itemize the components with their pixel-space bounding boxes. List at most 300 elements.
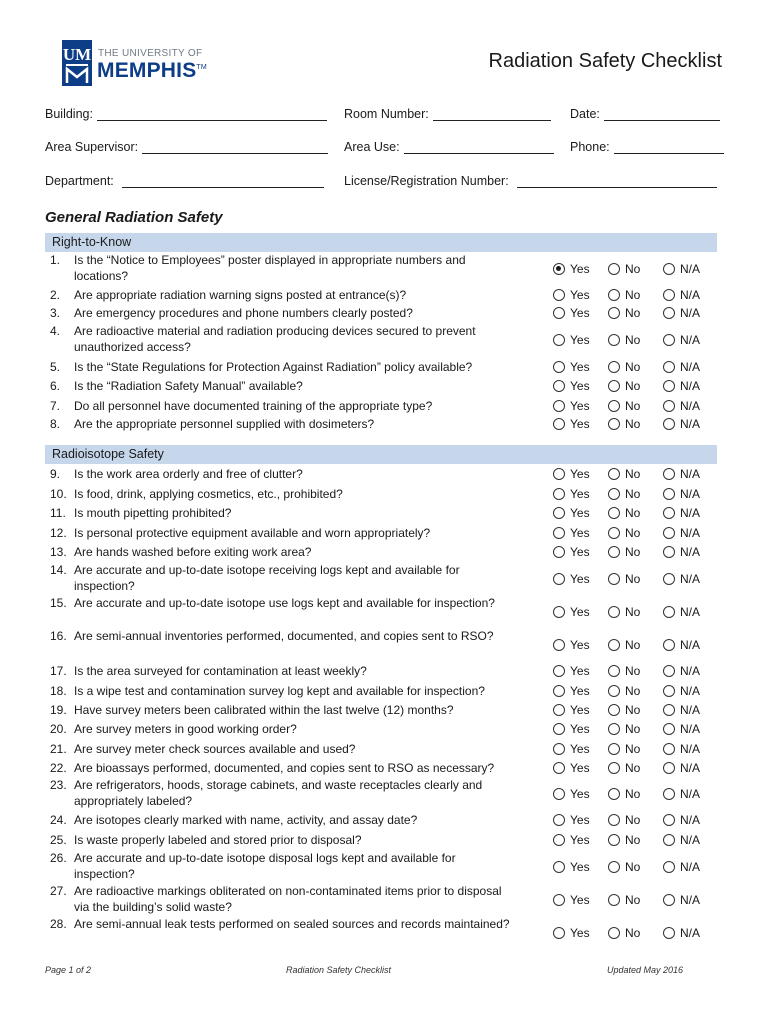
radio-button-icon[interactable] [663, 894, 675, 906]
radio-button-icon[interactable] [608, 814, 620, 826]
department-label: Department: [45, 174, 114, 188]
question-text: Are appropriate radiation warning signs posted at entrance(s)? [74, 288, 407, 302]
option-no[interactable] [608, 398, 663, 414]
option-na[interactable] [663, 741, 718, 757]
question-number: 10. [50, 487, 67, 501]
date-field[interactable] [570, 107, 720, 121]
logo-memphis-text: MEMPHIS [97, 59, 197, 82]
option-na[interactable] [663, 486, 718, 502]
option-yes[interactable] [553, 287, 608, 303]
option-no[interactable] [608, 525, 663, 541]
option-label: No [625, 332, 641, 347]
option-na[interactable] [663, 398, 718, 414]
option-label: N/A [680, 859, 701, 874]
license-label: License/Registration Number: [344, 174, 509, 188]
option-no[interactable] [608, 378, 663, 394]
question-number: 28. [50, 917, 67, 931]
radio-button-icon[interactable] [608, 263, 620, 275]
radio-button-icon[interactable] [553, 685, 565, 697]
option-label: N/A [680, 332, 701, 347]
radio-button-icon[interactable] [663, 927, 675, 939]
radio-button-icon[interactable] [553, 665, 565, 677]
option-no[interactable] [608, 925, 663, 941]
option-label: No [625, 684, 641, 698]
option-no[interactable] [608, 604, 663, 620]
option-yes[interactable] [553, 416, 608, 432]
radio-button-icon[interactable] [663, 814, 675, 826]
option-label: N/A [680, 684, 701, 698]
option-yes[interactable] [553, 859, 608, 875]
option-label: Yes [570, 306, 590, 320]
radio-button-icon[interactable] [553, 762, 565, 774]
question-text: Do all personnel have documented training of the appropriate type? [74, 399, 433, 413]
radio-button-icon[interactable] [608, 762, 620, 774]
question-number: 20. [50, 722, 67, 736]
checklist-question [50, 916, 718, 949]
phone-field[interactable] [570, 140, 724, 154]
radio-button-icon[interactable] [663, 334, 675, 346]
checklist-question [50, 287, 718, 303]
area-supervisor-field[interactable] [45, 140, 328, 154]
option-label: N/A [680, 261, 701, 276]
radio-button-icon[interactable] [553, 289, 565, 301]
license-input-line[interactable] [517, 174, 717, 188]
radio-button-icon[interactable] [608, 861, 620, 873]
option-no[interactable] [608, 663, 663, 679]
question-number: 3. [50, 306, 61, 320]
checklist-question [50, 359, 718, 375]
option-na[interactable] [663, 604, 718, 620]
option-no[interactable] [608, 683, 663, 699]
option-na[interactable] [663, 544, 718, 560]
option-label: N/A [680, 379, 701, 393]
option-na[interactable] [663, 505, 718, 521]
option-label: N/A [680, 360, 701, 374]
option-label: No [625, 859, 641, 874]
radio-button-icon[interactable] [663, 573, 675, 585]
option-label: Yes [570, 742, 590, 756]
option-no[interactable] [608, 637, 663, 653]
radio-button-icon[interactable] [663, 685, 675, 697]
question-number: 18. [50, 684, 67, 698]
option-na[interactable] [663, 416, 718, 432]
radio-button-icon[interactable] [663, 418, 675, 430]
option-yes[interactable] [553, 892, 608, 908]
building-input-line[interactable] [97, 107, 327, 121]
option-na[interactable] [663, 359, 718, 375]
license-field[interactable] [344, 174, 717, 188]
answer-options [553, 628, 718, 661]
radio-button-icon[interactable] [663, 507, 675, 519]
option-na[interactable] [663, 261, 718, 277]
radio-button-icon[interactable] [553, 507, 565, 519]
option-no[interactable] [608, 332, 663, 348]
option-yes[interactable] [553, 812, 608, 828]
option-label: N/A [680, 399, 701, 413]
option-no[interactable] [608, 859, 663, 875]
date-input-line[interactable] [604, 107, 720, 121]
option-no[interactable] [608, 261, 663, 277]
radio-button-icon[interactable] [553, 380, 565, 392]
question-number: 26. [50, 851, 67, 865]
option-yes[interactable] [553, 486, 608, 502]
radio-button-icon[interactable] [553, 263, 565, 275]
radio-button-icon[interactable] [608, 400, 620, 412]
option-yes[interactable] [553, 683, 608, 699]
question-number: 8. [50, 417, 61, 431]
radio-button-icon[interactable] [663, 723, 675, 735]
option-label: Yes [570, 703, 590, 717]
option-yes[interactable] [553, 466, 608, 482]
radio-button-icon[interactable] [608, 927, 620, 939]
option-label: N/A [680, 526, 701, 540]
answer-options [553, 305, 718, 321]
option-label: N/A [680, 604, 701, 619]
radio-button-icon[interactable] [553, 334, 565, 346]
question-text: Have survey meters been calibrated within the last twelve (12) months? [74, 703, 454, 717]
radio-button-icon[interactable] [553, 723, 565, 735]
radio-button-icon[interactable] [553, 861, 565, 873]
checklist-question [50, 883, 718, 916]
question-number: 11. [50, 506, 66, 520]
radio-button-icon[interactable] [663, 743, 675, 755]
question-text: Are radioactive material and radiation producing devices secured to prevent unauthorized access? [74, 324, 476, 354]
option-na[interactable] [663, 305, 718, 321]
answer-options [553, 544, 718, 560]
radio-button-icon[interactable] [608, 507, 620, 519]
checklist-question [50, 850, 718, 883]
option-label: No [625, 288, 641, 302]
option-na[interactable] [663, 702, 718, 718]
option-label: No [625, 703, 641, 717]
checklist-question [50, 544, 718, 560]
option-no[interactable] [608, 760, 663, 776]
option-na[interactable] [663, 287, 718, 303]
area-supervisor-input-line[interactable] [142, 140, 328, 154]
option-label: Yes [570, 526, 590, 540]
radio-button-icon[interactable] [608, 527, 620, 539]
option-no[interactable] [608, 702, 663, 718]
checklist-question [50, 702, 718, 718]
option-yes[interactable] [553, 359, 608, 375]
option-yes[interactable] [553, 571, 608, 587]
question-text: Are isotopes clearly marked with name, activity, and assay date? [74, 813, 418, 827]
question-number: 27. [50, 884, 67, 898]
option-na[interactable] [663, 925, 718, 941]
checklist-question [50, 812, 718, 828]
radio-button-icon[interactable] [663, 639, 675, 651]
room-number-field[interactable] [344, 107, 551, 121]
question-text: Are accurate and up-to-date isotope receiving logs kept and available for inspection? [74, 563, 460, 593]
radio-button-icon[interactable] [663, 606, 675, 618]
radio-button-icon[interactable] [553, 400, 565, 412]
answer-options [553, 359, 718, 375]
question-text: Are bioassays performed, documented, and copies sent to RSO as necessary? [74, 761, 495, 775]
answer-options [553, 702, 718, 718]
option-label: N/A [680, 742, 701, 756]
area-use-input-line[interactable] [404, 140, 554, 154]
option-label: Yes [570, 399, 590, 413]
option-no[interactable] [608, 486, 663, 502]
question-number: 16. [50, 629, 67, 643]
radio-button-icon[interactable] [663, 665, 675, 677]
radio-button-icon[interactable] [608, 468, 620, 480]
question-number: 6. [50, 379, 61, 393]
radio-button-icon[interactable] [553, 546, 565, 558]
checklist-question [50, 378, 718, 394]
radio-button-icon[interactable] [553, 814, 565, 826]
option-label: Yes [570, 684, 590, 698]
option-no[interactable] [608, 305, 663, 321]
radio-button-icon[interactable] [608, 606, 620, 618]
question-number: 23. [50, 778, 67, 792]
option-label: N/A [680, 722, 701, 736]
radio-button-icon[interactable] [663, 488, 675, 500]
checklist-question [50, 416, 718, 432]
question-text: Are hands washed before exiting work area? [74, 545, 312, 559]
option-label: Yes [570, 859, 590, 874]
answer-options [553, 777, 718, 810]
option-label: No [625, 637, 641, 652]
radio-button-icon[interactable] [553, 894, 565, 906]
logo-tm: TM [196, 64, 207, 71]
radio-button-icon[interactable] [663, 289, 675, 301]
option-na[interactable] [663, 663, 718, 679]
radio-button-icon[interactable] [553, 573, 565, 585]
radio-button-icon[interactable] [553, 468, 565, 480]
option-no[interactable] [608, 359, 663, 375]
option-na[interactable] [663, 571, 718, 587]
option-na[interactable] [663, 332, 718, 348]
radio-button-icon[interactable] [663, 546, 675, 558]
option-yes[interactable] [553, 378, 608, 394]
radio-button-icon[interactable] [663, 380, 675, 392]
checklist-question [50, 323, 718, 356]
option-yes[interactable] [553, 525, 608, 541]
option-yes[interactable] [553, 741, 608, 757]
option-yes[interactable] [553, 604, 608, 620]
checklist-question [50, 760, 718, 776]
answer-options [553, 378, 718, 394]
option-na[interactable] [663, 786, 718, 802]
option-no[interactable] [608, 466, 663, 482]
option-label: No [625, 833, 641, 847]
option-label: Yes [570, 786, 590, 801]
radio-button-icon[interactable] [608, 546, 620, 558]
building-field[interactable] [45, 107, 327, 121]
radio-button-icon[interactable] [608, 665, 620, 677]
option-yes[interactable] [553, 786, 608, 802]
radio-button-icon[interactable] [608, 788, 620, 800]
radio-button-icon[interactable] [553, 639, 565, 651]
option-na[interactable] [663, 721, 718, 737]
answer-options [553, 505, 718, 521]
question-number: 13. [50, 545, 67, 559]
option-na[interactable] [663, 760, 718, 776]
radio-button-icon[interactable] [663, 361, 675, 373]
option-na[interactable] [663, 859, 718, 875]
option-no[interactable] [608, 786, 663, 802]
option-yes[interactable] [553, 505, 608, 521]
answer-options [553, 683, 718, 699]
option-na[interactable] [663, 832, 718, 848]
room-number-input-line[interactable] [433, 107, 551, 121]
answer-options [553, 850, 718, 883]
question-number: 12. [50, 526, 67, 540]
group-header: Right-to-Know [45, 233, 717, 252]
option-no[interactable] [608, 416, 663, 432]
answer-options [553, 721, 718, 737]
radio-button-icon[interactable] [553, 927, 565, 939]
radio-button-icon[interactable] [553, 606, 565, 618]
option-label: No [625, 526, 641, 540]
radio-button-icon[interactable] [608, 834, 620, 846]
radio-button-icon[interactable] [553, 788, 565, 800]
question-text: Are refrigerators, hoods, storage cabinets, and waste receptacles clearly and appropriately labeled? [74, 778, 483, 808]
area-use-field[interactable] [344, 140, 554, 154]
radio-button-icon[interactable] [553, 743, 565, 755]
option-label: N/A [680, 417, 701, 431]
option-label: N/A [680, 467, 701, 481]
option-label: No [625, 545, 641, 559]
option-no[interactable] [608, 287, 663, 303]
radio-button-icon[interactable] [553, 307, 565, 319]
option-no[interactable] [608, 741, 663, 757]
option-na[interactable] [663, 637, 718, 653]
footer-updated: Updated May 2016 [607, 965, 684, 975]
radio-button-icon[interactable] [608, 743, 620, 755]
option-na[interactable] [663, 466, 718, 482]
radio-button-icon[interactable] [663, 762, 675, 774]
radio-button-icon[interactable] [608, 894, 620, 906]
department-input-line[interactable] [122, 174, 324, 188]
option-na[interactable] [663, 378, 718, 394]
radio-button-icon[interactable] [608, 723, 620, 735]
option-label: No [625, 664, 641, 678]
option-yes[interactable] [553, 721, 608, 737]
question-number: 21. [50, 742, 67, 756]
option-label: N/A [680, 703, 701, 717]
radio-button-icon[interactable] [553, 527, 565, 539]
option-no[interactable] [608, 505, 663, 521]
phone-input-line[interactable] [614, 140, 724, 154]
radio-button-icon[interactable] [663, 263, 675, 275]
radio-button-icon[interactable] [608, 488, 620, 500]
option-no[interactable] [608, 544, 663, 560]
radio-button-icon[interactable] [663, 788, 675, 800]
option-yes[interactable] [553, 925, 608, 941]
option-label: N/A [680, 545, 701, 559]
department-field[interactable] [45, 174, 324, 188]
radio-button-icon[interactable] [608, 334, 620, 346]
option-label: Yes [570, 571, 590, 586]
radio-button-icon[interactable] [663, 527, 675, 539]
radio-button-icon[interactable] [663, 834, 675, 846]
option-label: N/A [680, 761, 701, 775]
answer-options [553, 252, 718, 285]
radio-button-icon[interactable] [553, 418, 565, 430]
radio-button-icon[interactable] [553, 361, 565, 373]
option-no[interactable] [608, 721, 663, 737]
radio-button-icon[interactable] [553, 834, 565, 846]
question-text: Is the “Radiation Safety Manual” available? [74, 379, 303, 393]
answer-options [553, 916, 718, 949]
radio-button-icon[interactable] [553, 488, 565, 500]
radio-button-icon[interactable] [608, 380, 620, 392]
option-label: N/A [680, 288, 701, 302]
option-na[interactable] [663, 892, 718, 908]
radio-button-icon[interactable] [663, 861, 675, 873]
radio-button-icon[interactable] [608, 289, 620, 301]
option-yes[interactable] [553, 305, 608, 321]
option-label: N/A [680, 664, 701, 678]
option-na[interactable] [663, 812, 718, 828]
radio-button-icon[interactable] [608, 685, 620, 697]
um-logo-icon [62, 40, 92, 86]
option-label: Yes [570, 664, 590, 678]
option-label: No [625, 786, 641, 801]
option-yes[interactable] [553, 663, 608, 679]
option-yes[interactable] [553, 332, 608, 348]
radio-button-icon[interactable] [608, 418, 620, 430]
option-label: No [625, 722, 641, 736]
option-yes[interactable] [553, 261, 608, 277]
logo-university-of: THE UNIVERSITY OF [98, 48, 203, 59]
section-title: General Radiation Safety [45, 209, 223, 226]
option-na[interactable] [663, 525, 718, 541]
option-yes[interactable] [553, 398, 608, 414]
option-label: No [625, 261, 641, 276]
option-yes[interactable] [553, 702, 608, 718]
option-label: No [625, 813, 641, 827]
radio-button-icon[interactable] [663, 704, 675, 716]
checklist-question [50, 466, 718, 482]
radio-button-icon[interactable] [663, 307, 675, 319]
checklist-question [50, 398, 718, 414]
radio-button-icon[interactable] [608, 573, 620, 585]
option-label: Yes [570, 417, 590, 431]
option-label: Yes [570, 506, 590, 520]
radio-button-icon[interactable] [663, 400, 675, 412]
footer-title: Radiation Safety Checklist [286, 965, 392, 975]
question-number: 15. [50, 596, 67, 610]
question-number: 9. [50, 467, 61, 481]
option-yes[interactable] [553, 760, 608, 776]
radio-button-icon[interactable] [608, 361, 620, 373]
question-text: Is waste properly labeled and stored prior to disposal? [74, 833, 362, 847]
radio-button-icon[interactable] [608, 639, 620, 651]
question-number: 22. [50, 761, 67, 775]
option-label: No [625, 379, 641, 393]
question-text: Is the area surveyed for contamination at least weekly? [74, 664, 367, 678]
option-yes[interactable] [553, 832, 608, 848]
option-na[interactable] [663, 683, 718, 699]
option-label: Yes [570, 379, 590, 393]
option-no[interactable] [608, 832, 663, 848]
radio-button-icon[interactable] [553, 704, 565, 716]
option-label: Yes [570, 925, 590, 940]
option-yes[interactable] [553, 637, 608, 653]
question-number: 5. [50, 360, 61, 374]
option-no[interactable] [608, 571, 663, 587]
option-no[interactable] [608, 892, 663, 908]
option-no[interactable] [608, 812, 663, 828]
option-yes[interactable] [553, 544, 608, 560]
radio-button-icon[interactable] [608, 307, 620, 319]
radio-button-icon[interactable] [663, 468, 675, 480]
answer-options [553, 525, 718, 541]
radio-button-icon[interactable] [608, 704, 620, 716]
